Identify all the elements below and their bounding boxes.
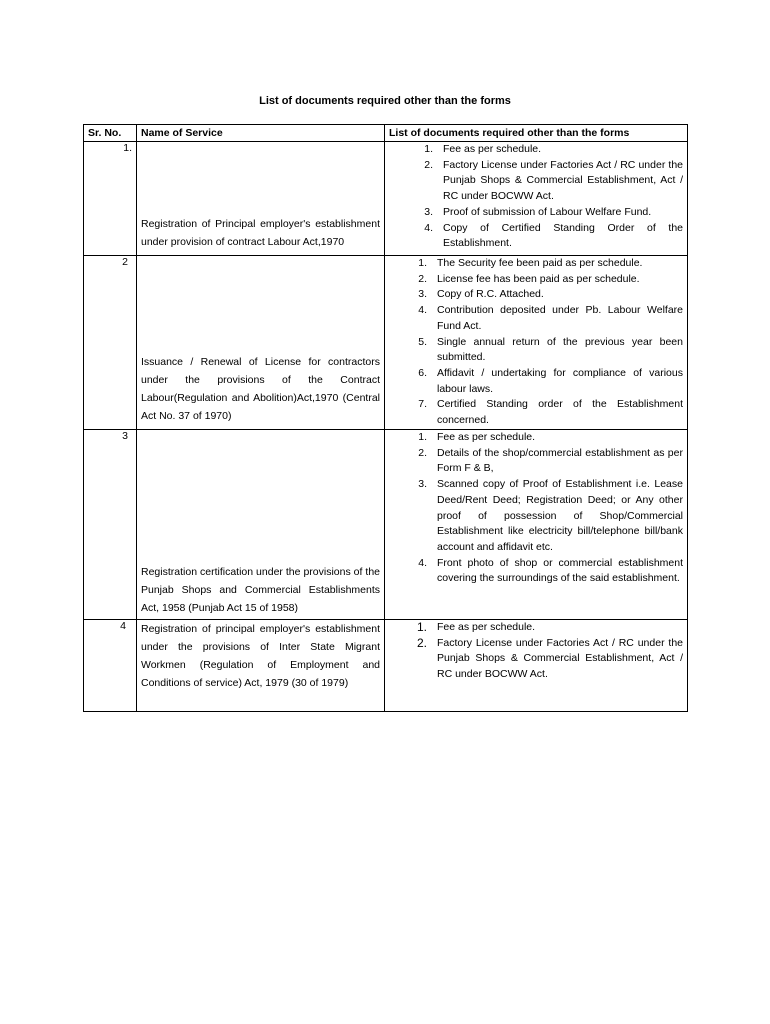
service-cell bbox=[137, 142, 385, 256]
list-item: 7. Certified Standing order of the Establishment concerned. bbox=[418, 398, 683, 427]
documents-cell bbox=[385, 142, 688, 256]
list-item: 3. Scanned copy of Proof of Establishment i.e. Lease Deed/Rent Deed; Registration Deed; or Any other proof of possession of Shop/Commercial Establishment like electricity bill/telephone bill/bank account and affidavit etc. bbox=[418, 478, 683, 553]
table-row bbox=[84, 142, 688, 256]
list-item: 4. Contribution deposited under Pb. Labour Welfare Fund Act. bbox=[418, 304, 683, 332]
service-cell bbox=[137, 620, 385, 712]
list-item: 6. Affidavit / undertaking for compliance of various labour laws. bbox=[418, 366, 683, 395]
document-list bbox=[389, 430, 683, 587]
list-item: 2. Details of the shop/commercial establishment as per Form F & B, bbox=[418, 446, 683, 475]
table-row bbox=[84, 430, 688, 620]
list-item: 4. Front photo of shop or commercial establishment covering the surroundings of the said establishment. bbox=[418, 556, 683, 585]
list-item: 1. The Security fee been paid as per schedule. bbox=[418, 257, 643, 269]
header-sr-no: Sr. No. bbox=[84, 125, 137, 142]
list-item: 4. Copy of Certified Standing Order of the Establishment. bbox=[424, 221, 683, 250]
document-list bbox=[389, 620, 683, 683]
list-item: 2. Factory License under Factories Act / RC under the Punjab Shops & Commercial Establishment, Act / RC under BOCWW Act. bbox=[416, 635, 683, 681]
sr-no-cell: 2 bbox=[84, 256, 137, 430]
list-item: 3. Copy of R.C. Attached. bbox=[418, 288, 544, 301]
list-item: 1. Fee as per schedule. bbox=[418, 431, 536, 443]
list-item: 1. Fee as per schedule. bbox=[416, 620, 536, 634]
service-name: Registration of principal employer's establishment under the provisions of Inter State Migrant Workmen (Regulation of Employment and Conditions of service) Act, 1979 (30 of 1979) bbox=[141, 623, 380, 689]
table-header-row bbox=[84, 125, 688, 142]
list-item: 2. License fee has been paid as per schedule. bbox=[418, 272, 640, 285]
documents-table bbox=[83, 124, 688, 712]
service-name: Registration of Principal employer's establishment under provision of contract Labour Act,1970 bbox=[141, 218, 380, 248]
table-row bbox=[84, 256, 688, 430]
document-list bbox=[389, 142, 683, 252]
list-item: 5. Single annual return of the previous year been submitted. bbox=[418, 335, 683, 364]
page-title: List of documents required other than the forms bbox=[259, 95, 511, 107]
sr-no-cell: 1. bbox=[84, 142, 137, 256]
documents-cell bbox=[385, 620, 688, 712]
list-item: 3. Proof of submission of Labour Welfare Fund. bbox=[424, 205, 652, 218]
service-cell bbox=[137, 430, 385, 620]
service-name: Issuance / Renewal of License for contractors under the provisions of the Contract Labour(Regulation and Abolition)Act,1970 (Central Act No. 37 of 1970) bbox=[141, 356, 380, 422]
header-name-of-service: Name of Service bbox=[137, 125, 385, 142]
sr-no-cell: 4 bbox=[84, 620, 137, 712]
list-item: 2. Factory License under Factories Act / RC under the Punjab Shops & Commercial Establishment, Act / RC under BOCWW Act. bbox=[424, 158, 683, 203]
list-item: 1. Fee as per schedule. bbox=[424, 143, 542, 155]
service-name: Registration certification under the provisions of the Punjab Shops and Commercial Establishments Act, 1958 (Punjab Act 15 of 1958) bbox=[141, 566, 380, 614]
document-list bbox=[389, 256, 683, 429]
service-cell bbox=[137, 256, 385, 430]
documents-cell bbox=[385, 256, 688, 430]
header-documents: List of documents required other than the forms bbox=[385, 125, 688, 142]
documents-cell bbox=[385, 430, 688, 620]
table-row bbox=[84, 620, 688, 712]
sr-no-cell: 3 bbox=[84, 430, 137, 620]
